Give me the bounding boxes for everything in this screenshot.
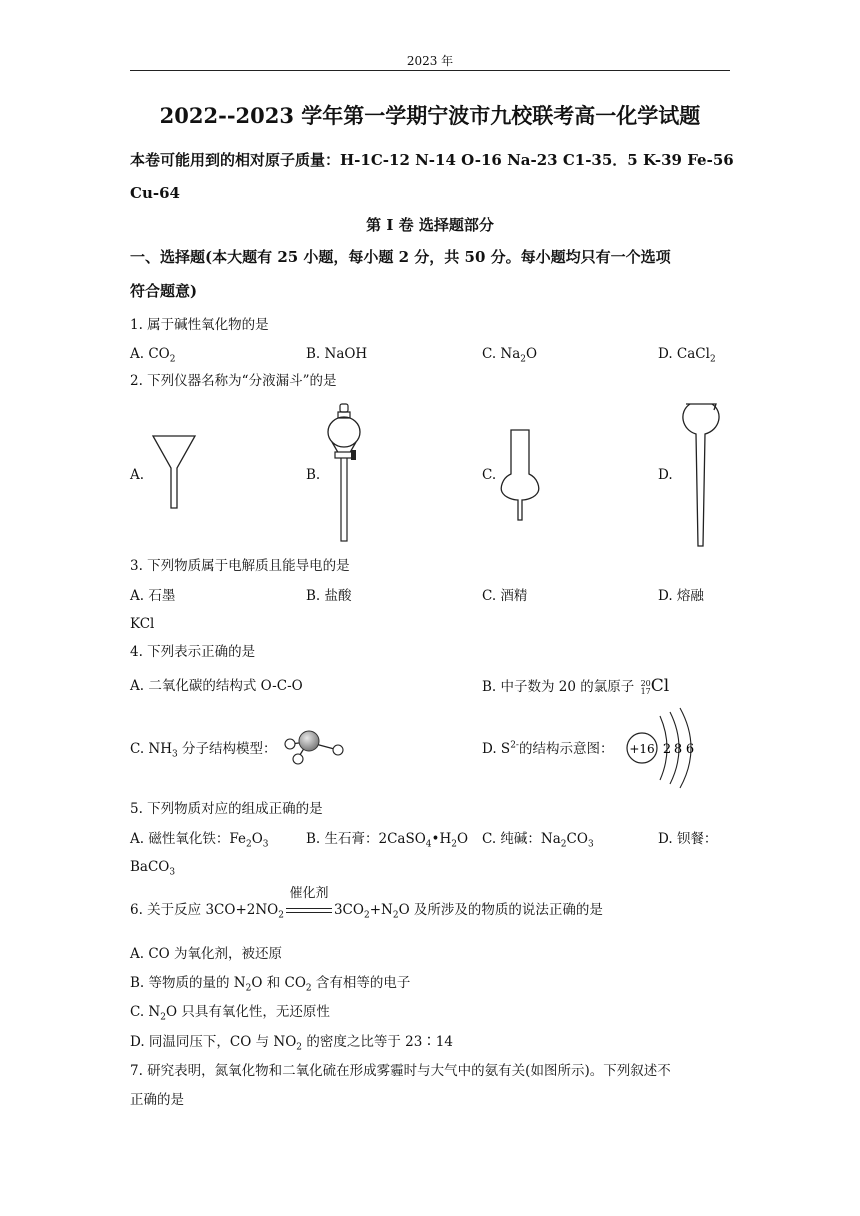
q5-option-a: A. 磁性氧化铁：$Fe_2O_3$ [130,831,269,850]
distilling-flask-image [500,428,540,524]
q5-option-d: D. 钡餐： [658,831,718,847]
q6-stem: 6. 关于反应 $3CO+2NO_2$ 催化剂 $3CO_2+N_2O$ 及所涉及的物质的说法正确的是 [130,885,603,921]
nucleus-charge: +16 [629,742,655,756]
section-intro-line-2: 符合题意) [130,282,198,300]
q2-option-c-label: C. [482,467,497,483]
q4-stem: 4. 下列表示正确的是 [130,644,256,660]
q3-option-b: B. 盐酸 [306,588,352,604]
q2-option-d-label: D. [658,467,673,483]
element-symbol: Cl [650,676,670,696]
q4-option-d: D. $S^{2-}$的结构示意图： [482,740,614,757]
q4-option-b: B. 中子数为 20 的氯原子 20 17 Cl [482,676,670,696]
s2-ion-structure-diagram [622,706,702,792]
q4-option-c: C. $NH_3$ 分子结构模型： [130,741,277,760]
shell-3-count: 6 [685,742,695,757]
q2-option-b-label: B. [306,467,321,483]
q5-option-b: B. 生石膏：$2CaSO_4•H_2O$ [306,831,469,850]
nh3-ball-stick-model [282,728,348,768]
q2-option-a-label: A. [130,467,145,483]
q3-option-d-continued: KCl [130,616,155,632]
q6-option-d: D. 同温同压下，CO 与 $NO_2$ 的密度之比等于 23∶14 [130,1034,453,1053]
q3-option-c: C. 酒精 [482,588,528,604]
header-rule [130,70,730,71]
q5-stem: 5. 下列物质对应的组成正确的是 [130,801,323,817]
shell-1-count: 2 [662,742,672,757]
q7-stem-line-2: 正确的是 [130,1092,184,1108]
q6-option-c: C. $N_2O$ 只具有氧化性，无还原性 [130,1004,330,1023]
q1-option-a: A. $CO_2$ [130,346,176,365]
q6-option-b: B. 等物质的量的 $N_2O$ 和 $CO_2$ 含有相等的电子 [130,975,411,994]
section-title: 第 I 卷 选择题部分 [366,216,494,234]
q1-option-b: B. NaOH [306,346,368,362]
q3-option-d: D. 熔融 [658,588,704,604]
section-intro-line-1: 一、选择题(本大题有 25 小题，每小题 2 分，共 50 分。每小题均只有一个选项 [130,248,671,266]
atomic-mass-line-2: Cu-64 [130,184,180,202]
q4-option-a: A. 二氧化碳的结构式 O-C-O [130,678,303,694]
q3-stem: 3. 下列物质属于电解质且能导电的是 [130,558,350,574]
q3-option-a: A. 石墨 [130,588,176,604]
common-funnel-image [150,432,200,512]
exam-title: 2022--2023 学年第一学期宁波市九校联考高一化学试题 [159,103,701,128]
atomic-number: 17 [640,686,651,696]
catalyst-label: 催化剂 [289,885,329,901]
shell-2-count: 8 [673,742,683,757]
atomic-mass-line-1: 本卷可能用到的相对原子质量：H-1C-12 N-14 O-16 Na-23 C1-35．5 K-39 Fe-56 [130,151,734,169]
q7-stem-line-1: 7. 研究表明，氮氧化物和二氧化硫在形成雾霾时与大气中的氨有关(如图所示)。下列叙述不 [130,1063,671,1079]
q2-stem: 2. 下列仪器名称为“分液漏斗”的是 [130,373,337,389]
q5-option-d-continued: BaCO$_3$ [130,859,176,878]
q1-stem: 1. 属于碱性氧化物的是 [130,317,269,333]
q1-option-d: D. CaCl$_2$ [658,346,716,365]
q6-option-a: A. CO 为氧化剂，被还原 [130,946,283,962]
reaction-arrow [284,885,334,918]
page-header: 2023 年 [406,54,454,68]
q5-option-c: C. 纯碱：$Na_2CO_3$ [482,831,594,850]
dropping-funnel-image [680,396,722,550]
mass-number: 20 [640,678,651,688]
q1-option-c: C. $Na_2O$ [482,346,538,365]
separatory-funnel-image [322,398,366,548]
